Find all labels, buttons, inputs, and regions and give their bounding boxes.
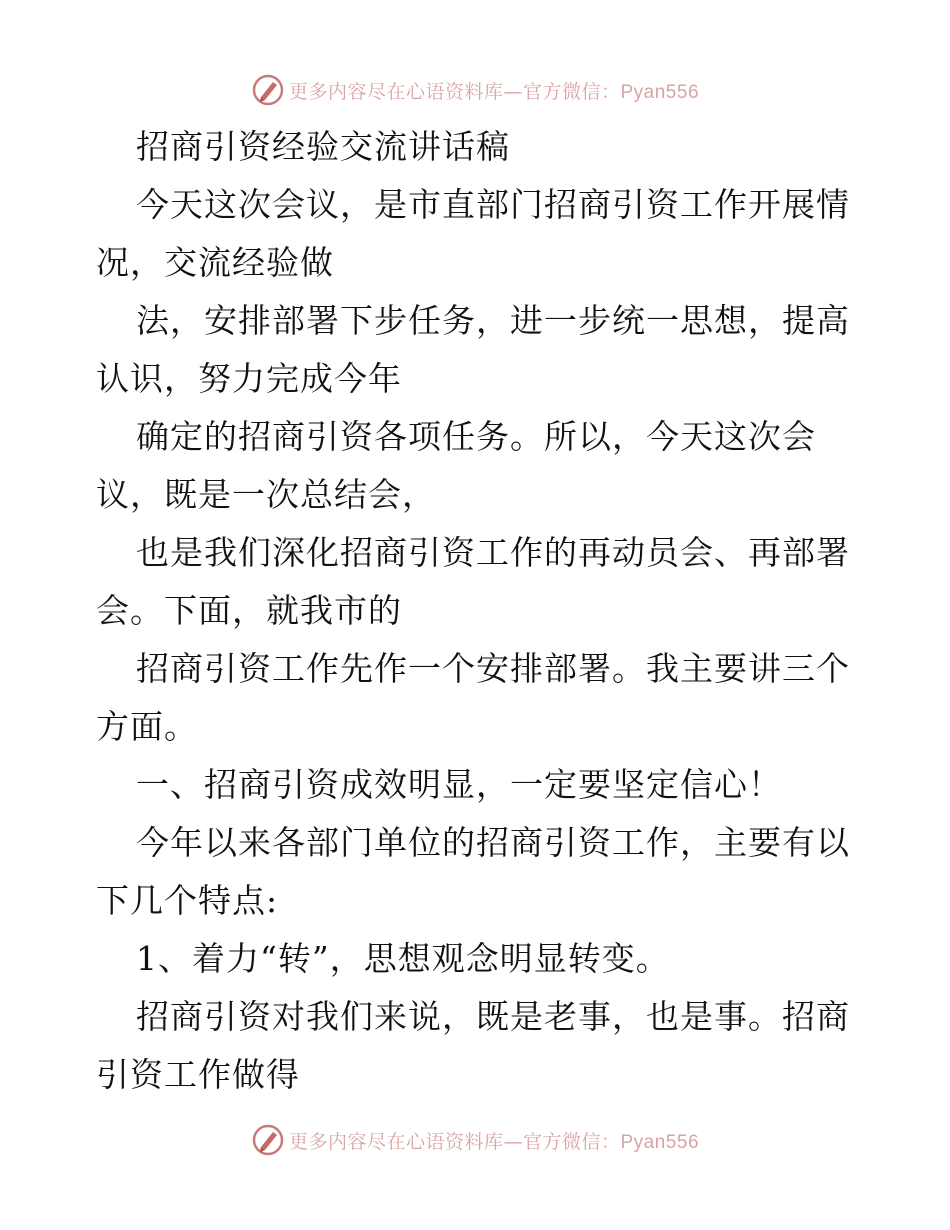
pen-logo-icon	[251, 73, 285, 107]
paragraph-line: 法，安排部署下步任务，进一步统一思想，提高	[136, 301, 850, 340]
watermark-header	[0, 70, 950, 110]
paragraph-line: 方面。	[96, 707, 198, 746]
paragraph-line: 会。下面，就我市的	[96, 591, 402, 630]
paragraph-line: 招商引资对我们来说，既是老事，也是事。招商	[136, 997, 850, 1036]
paragraph-line: 下几个特点:	[96, 881, 279, 920]
paragraph-line: 确定的招商引资各项任务。所以，今天这次会	[136, 417, 816, 456]
paragraph-line: 今天这次会议，是市直部门招商引资工作开展情	[136, 185, 850, 224]
paragraph-line: 招商引资工作先作一个安排部署。我主要讲三个	[136, 649, 850, 688]
paragraph-line: 今年以来各部门单位的招商引资工作，主要有以	[136, 823, 850, 862]
watermark-footer	[0, 1120, 950, 1160]
paragraph-line: 引资工作做得	[96, 1055, 300, 1094]
paragraph-line: 也是我们深化招商引资工作的再动员会、再部署	[136, 533, 850, 572]
watermark-handle: Pyan556	[620, 81, 700, 103]
watermark-text: 更多内容尽在心语资料库—官方微信：	[288, 1130, 621, 1153]
section-heading: 一、招商引资成效明显，一定要坚定信心！	[136, 765, 782, 804]
paragraph-line: 议，既是一次总结会，	[96, 475, 436, 514]
paragraph-line: 况，交流经验做	[96, 243, 334, 282]
watermark-handle: Pyan556	[620, 1131, 700, 1153]
subsection-heading: 1、着力“转”，思想观念明显转变。	[136, 939, 670, 978]
pen-logo-icon	[251, 1123, 285, 1157]
document-body	[96, 118, 856, 1104]
document-title: 招商引资经验交流讲话稿	[136, 127, 510, 166]
paragraph-line: 认识，努力完成今年	[96, 359, 402, 398]
watermark-text: 更多内容尽在心语资料库—官方微信：	[288, 80, 621, 103]
